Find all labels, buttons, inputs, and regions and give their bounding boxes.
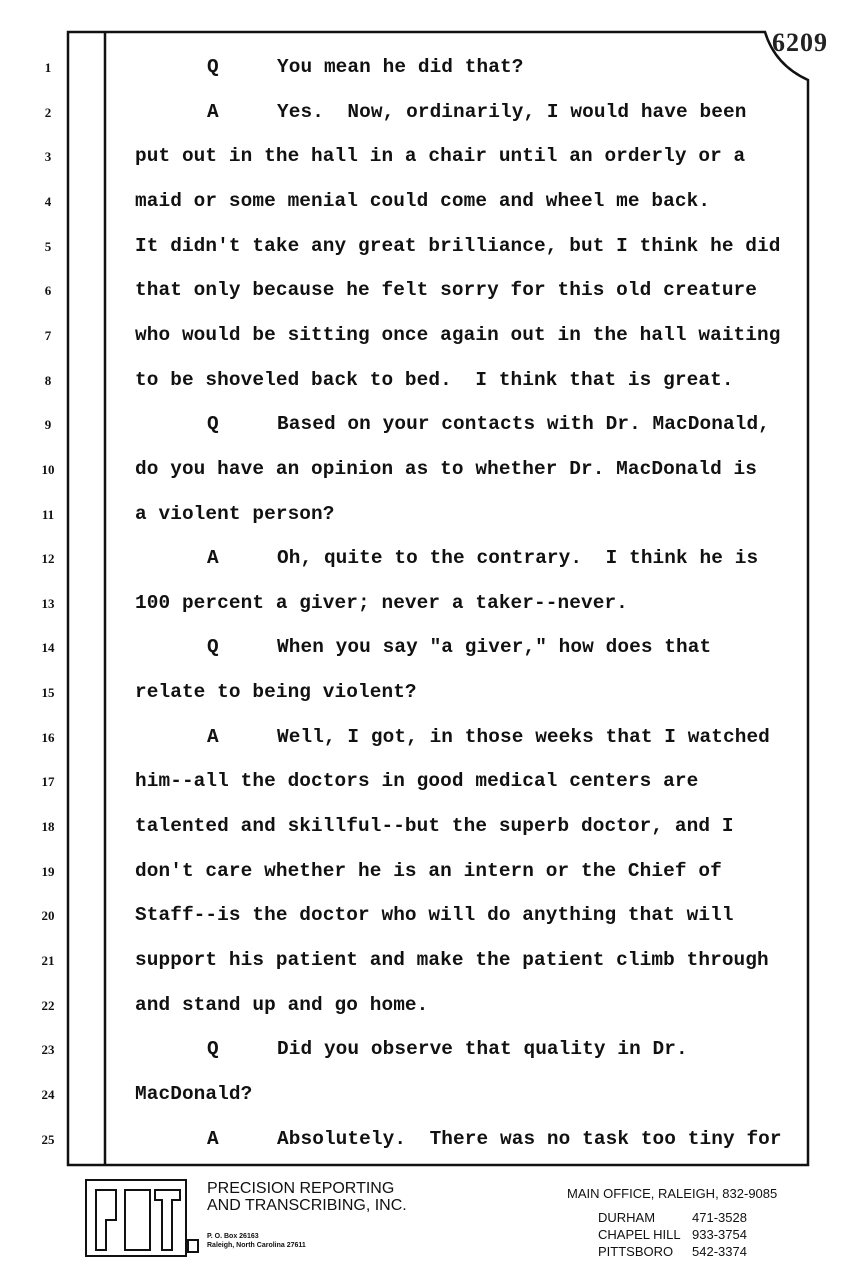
- transcript-line: who would be sitting once again out in the hall waiting: [135, 323, 781, 346]
- speaker-marker: Q: [207, 413, 219, 436]
- address-line-2: Raleigh, North Carolina 27611: [207, 1242, 306, 1249]
- line-number: 4: [44, 193, 52, 209]
- transcript-line: talented and skillful--but the superb doctor, and I: [135, 815, 734, 838]
- line-number: 6: [44, 283, 52, 299]
- transcript-line: Based on your contacts with Dr. MacDonald,: [277, 413, 770, 436]
- address-line-1: P. O. Box 26163: [207, 1233, 259, 1240]
- transcript-line: You mean he did that?: [277, 56, 524, 78]
- line-number: 12: [41, 551, 55, 567]
- speaker-marker: Q: [207, 1038, 219, 1061]
- speaker-marker: A: [207, 100, 219, 123]
- line-number: 22: [41, 997, 55, 1013]
- transcript-line: Well, I got, in those weeks that I watched: [277, 725, 770, 748]
- line-number: 25: [41, 1131, 55, 1147]
- transcript-line: It didn't take any great brilliance, but I think he did: [135, 234, 781, 257]
- page-number: 6209: [772, 28, 828, 57]
- transcript-line: put out in the hall in a chair until an orderly or a: [135, 145, 746, 168]
- line-number: 17: [41, 774, 55, 790]
- company-logo: [86, 1180, 198, 1256]
- office-city: CHAPEL HILL: [598, 1227, 681, 1242]
- transcript-line: Yes. Now, ordinarily, I would have been: [277, 100, 747, 123]
- line-number: 9: [44, 417, 52, 433]
- office-city: PITTSBORO: [598, 1244, 674, 1259]
- transcript-line: support his patient and make the patient climb through: [135, 949, 769, 971]
- line-number: 15: [41, 685, 55, 701]
- line-number: 5: [44, 238, 52, 254]
- company-name: [207, 1180, 407, 1214]
- transcript-line: don't care whether he is an intern or the Chief of: [135, 859, 722, 882]
- company-line-1: PRECISION REPORTING: [207, 1180, 395, 1197]
- line-number: 8: [44, 372, 52, 388]
- line-number: 1: [44, 60, 52, 75]
- office-phone: 933-3754: [692, 1227, 747, 1242]
- transcript-line: him--all the doctors in good medical centers are: [135, 770, 699, 793]
- line-number: 24: [41, 1086, 55, 1102]
- transcript-line: and stand up and go home.: [135, 993, 429, 1016]
- line-number: 16: [41, 729, 55, 745]
- line-number: 23: [41, 1042, 55, 1058]
- transcript-line: Absolutely. There was no task too tiny for: [277, 1127, 782, 1150]
- transcript-line: that only because he felt sorry for this old creature: [135, 279, 758, 302]
- transcript-line: MacDonald?: [135, 1082, 253, 1105]
- transcript-line: Staff--is the doctor who will do anything that will: [135, 904, 734, 927]
- transcript-line: 100 percent a giver; never a taker--never.: [135, 591, 628, 614]
- speaker-marker: Q: [207, 636, 219, 659]
- speaker-marker: Q: [207, 56, 219, 78]
- line-number: 7: [44, 327, 52, 343]
- line-number: 11: [41, 506, 55, 522]
- transcript-line: Oh, quite to the contrary. I think he is: [277, 547, 759, 570]
- main-office: MAIN OFFICE, RALEIGH, 832-9085: [567, 1186, 778, 1201]
- speaker-marker: A: [207, 1127, 219, 1150]
- line-number: 21: [41, 953, 55, 968]
- transcript-line: When you say "a giver," how does that: [277, 636, 712, 659]
- speaker-marker: A: [207, 725, 219, 748]
- office-phone: 542-3374: [692, 1244, 747, 1259]
- transcript-line: to be shoveled back to bed. I think that is great.: [135, 368, 734, 391]
- transcript-line: relate to being violent?: [135, 681, 417, 704]
- transcript-line: do you have an opinion as to whether Dr. MacDonald is: [135, 457, 758, 480]
- line-number: 13: [41, 595, 55, 611]
- speaker-marker: A: [207, 547, 219, 570]
- line-number: 3: [44, 149, 52, 165]
- office-city: DURHAM: [598, 1210, 656, 1225]
- line-number: 18: [41, 819, 55, 835]
- transcript-line: maid or some menial could come and wheel me back.: [135, 189, 711, 212]
- company-line-2: AND TRANSCRIBING, INC.: [207, 1197, 407, 1214]
- transcript-line: a violent person?: [135, 502, 335, 525]
- line-number: 10: [41, 461, 55, 477]
- line-number: 20: [41, 908, 55, 924]
- line-number: 19: [41, 863, 55, 879]
- company-address: [207, 1232, 306, 1250]
- office-phone: 471-3528: [692, 1210, 747, 1225]
- line-number: 2: [44, 104, 52, 120]
- line-number: 14: [41, 640, 55, 656]
- transcript-line: Did you observe that quality in Dr.: [277, 1038, 688, 1061]
